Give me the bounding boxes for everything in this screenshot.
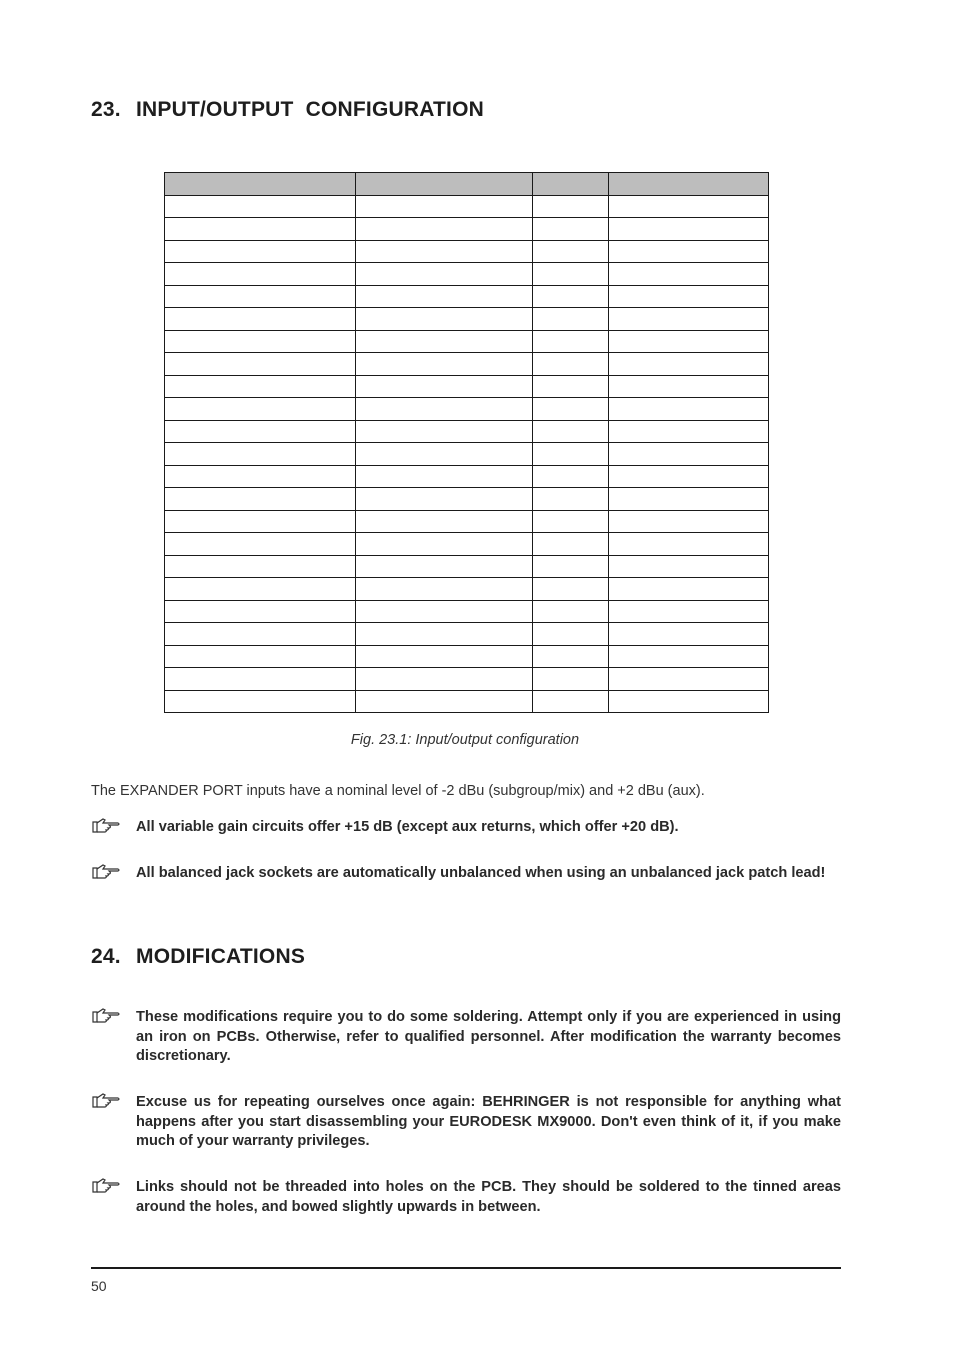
table-cell xyxy=(165,555,356,578)
table-cell xyxy=(165,398,356,421)
pointing-hand-icon xyxy=(91,1091,121,1111)
table-cell xyxy=(609,510,769,533)
table-cell xyxy=(356,623,533,646)
note-links xyxy=(91,1178,841,1217)
table-header-cell xyxy=(533,173,609,196)
table-cell xyxy=(165,420,356,443)
table-cell xyxy=(533,623,609,646)
table-header-cell xyxy=(165,173,356,196)
table-cell xyxy=(533,555,609,578)
table-row xyxy=(165,308,769,331)
pointing-hand-icon xyxy=(91,862,121,882)
table-cell xyxy=(165,330,356,353)
table-cell xyxy=(609,668,769,691)
table-row xyxy=(165,533,769,556)
table-cell xyxy=(609,690,769,713)
table-cell xyxy=(533,645,609,668)
table-row xyxy=(165,465,769,488)
note-text: These modifications require you to do some soldering. Attempt only if you are experienced in using an iron on PCBs. Otherwise, refer to qualified personnel. After modification the warranty becomes discretionary. xyxy=(136,1009,841,1065)
note-soldering xyxy=(91,1008,841,1067)
table-row xyxy=(165,510,769,533)
note-disclaimer xyxy=(91,1093,841,1152)
table-cell xyxy=(609,533,769,556)
table-header-cell xyxy=(609,173,769,196)
table-cell xyxy=(165,375,356,398)
table-cell xyxy=(533,465,609,488)
table-cell xyxy=(609,578,769,601)
table-cell xyxy=(165,645,356,668)
table-cell xyxy=(165,353,356,376)
table-cell xyxy=(533,578,609,601)
table-row xyxy=(165,555,769,578)
table-cell xyxy=(609,195,769,218)
pointing-hand-icon xyxy=(91,816,121,836)
table-cell xyxy=(356,533,533,556)
table-row xyxy=(165,218,769,241)
table-cell xyxy=(533,353,609,376)
table-cell xyxy=(165,488,356,511)
table-cell xyxy=(533,690,609,713)
table-row xyxy=(165,578,769,601)
table-cell xyxy=(609,465,769,488)
note-balanced-jacks xyxy=(91,864,841,884)
table-cell xyxy=(533,668,609,691)
table-cell xyxy=(609,330,769,353)
figure-caption: Fig. 23.1: Input/output configuration xyxy=(350,732,580,748)
table-cell xyxy=(533,240,609,263)
table-cell xyxy=(609,218,769,241)
table-row xyxy=(165,645,769,668)
table-cell xyxy=(165,465,356,488)
table-cell xyxy=(165,690,356,713)
table-row xyxy=(165,330,769,353)
footer-rule xyxy=(91,1267,841,1269)
table-row xyxy=(165,353,769,376)
io-configuration-table xyxy=(164,172,769,713)
table-cell xyxy=(356,218,533,241)
section-number: 24. xyxy=(91,945,121,968)
table-cell xyxy=(609,285,769,308)
table-row xyxy=(165,443,769,466)
section-23-heading xyxy=(91,98,484,122)
table-cell xyxy=(609,600,769,623)
table-row xyxy=(165,623,769,646)
table-row xyxy=(165,375,769,398)
table-cell xyxy=(609,645,769,668)
table-cell xyxy=(356,645,533,668)
table-cell xyxy=(609,555,769,578)
table-cell xyxy=(165,195,356,218)
note-text: All variable gain circuits offer +15 dB (except aux returns, which offer +20 dB). xyxy=(136,819,679,835)
table-cell xyxy=(533,375,609,398)
table-cell xyxy=(609,398,769,421)
note-gain-circuits xyxy=(91,818,841,838)
table-row xyxy=(165,420,769,443)
table-cell xyxy=(356,330,533,353)
table-row xyxy=(165,668,769,691)
table-cell xyxy=(533,420,609,443)
table-cell xyxy=(609,353,769,376)
table-cell xyxy=(533,398,609,421)
table-cell xyxy=(165,263,356,286)
table-cell xyxy=(609,420,769,443)
table-cell xyxy=(165,443,356,466)
expander-port-paragraph: The EXPANDER PORT inputs have a nominal level of -2 dBu (subgroup/mix) and +2 dBu (aux). xyxy=(91,783,705,799)
table-row xyxy=(165,690,769,713)
table-cell xyxy=(533,510,609,533)
table-cell xyxy=(356,690,533,713)
table-cell xyxy=(533,218,609,241)
table-cell xyxy=(356,555,533,578)
table-cell xyxy=(533,263,609,286)
table-cell xyxy=(356,263,533,286)
table-cell xyxy=(165,578,356,601)
table-cell xyxy=(533,285,609,308)
table-cell xyxy=(609,308,769,331)
note-text: Excuse us for repeating ourselves once again: BEHRINGER is not responsible for anything what happens after you start disassembling your EURODESK MX9000. Don't even think of it, if you make much of your warranty privileges. xyxy=(136,1094,841,1150)
table-row xyxy=(165,600,769,623)
table-cell xyxy=(356,195,533,218)
table-cell xyxy=(609,623,769,646)
table-cell xyxy=(609,375,769,398)
pointing-hand-icon xyxy=(91,1176,121,1196)
table-header-cell xyxy=(356,173,533,196)
section-title: MODIFICATIONS xyxy=(136,945,306,968)
pointing-hand-icon xyxy=(91,1006,121,1026)
table-cell xyxy=(165,668,356,691)
table-cell xyxy=(165,285,356,308)
table-cell xyxy=(609,443,769,466)
table-row xyxy=(165,285,769,308)
table-cell xyxy=(356,488,533,511)
table-cell xyxy=(356,285,533,308)
table-cell xyxy=(356,443,533,466)
note-text: Links should not be threaded into holes on the PCB. They should be soldered to the tinned areas around the holes, and bowed slightly upwards in between. xyxy=(136,1179,841,1215)
table-row xyxy=(165,398,769,421)
table-row xyxy=(165,240,769,263)
table-cell xyxy=(533,488,609,511)
table-cell xyxy=(356,465,533,488)
table-cell xyxy=(356,668,533,691)
table-cell xyxy=(356,420,533,443)
table-cell xyxy=(165,533,356,556)
table-row xyxy=(165,488,769,511)
table-row xyxy=(165,263,769,286)
table-row xyxy=(165,195,769,218)
table-cell xyxy=(533,195,609,218)
table-cell xyxy=(356,398,533,421)
table-cell xyxy=(356,308,533,331)
table-cell xyxy=(609,488,769,511)
table-cell xyxy=(165,218,356,241)
table-cell xyxy=(356,375,533,398)
table-cell xyxy=(356,600,533,623)
table-cell xyxy=(165,510,356,533)
table-cell xyxy=(165,240,356,263)
table-cell xyxy=(609,240,769,263)
table-cell xyxy=(533,533,609,556)
table-cell xyxy=(356,578,533,601)
table-cell xyxy=(533,600,609,623)
section-24-heading xyxy=(91,945,305,969)
table-cell xyxy=(533,330,609,353)
table-cell xyxy=(356,240,533,263)
table-cell xyxy=(609,263,769,286)
section-title: INPUT/OUTPUT CONFIGURATION xyxy=(136,98,484,121)
table-cell xyxy=(356,353,533,376)
section-number: 23. xyxy=(91,98,121,121)
table-cell xyxy=(165,600,356,623)
table-body xyxy=(165,195,769,713)
page-number: 50 xyxy=(91,1278,107,1294)
table-cell xyxy=(533,308,609,331)
table-cell xyxy=(356,510,533,533)
table-cell xyxy=(165,308,356,331)
table-header-row xyxy=(165,173,769,196)
table-cell xyxy=(165,623,356,646)
table-cell xyxy=(533,443,609,466)
note-text: All balanced jack sockets are automatically unbalanced when using an unbalanced jack patch lead! xyxy=(136,865,826,881)
